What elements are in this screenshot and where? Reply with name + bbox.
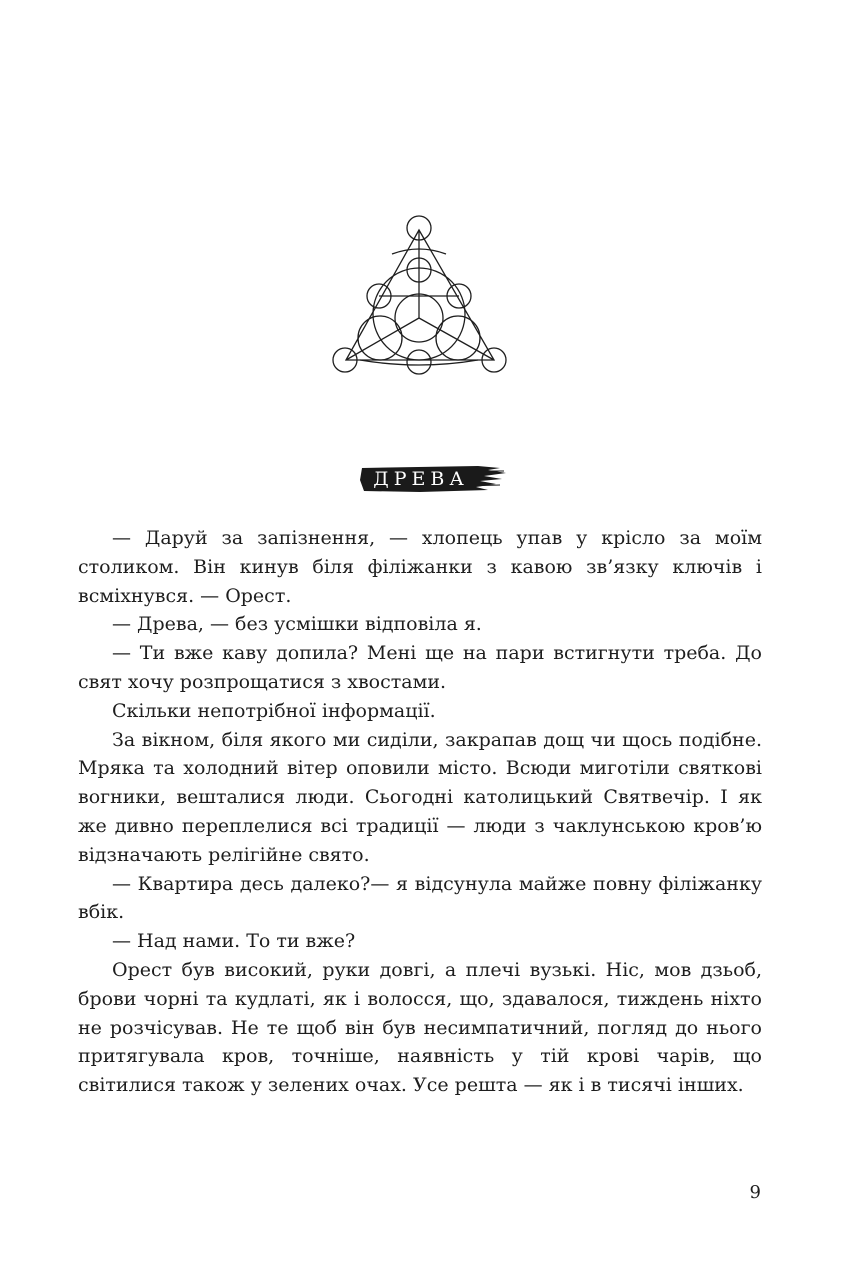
paragraph: — Над нами. То ти вже? (112, 930, 356, 953)
paragraph: Орест був високий, руки довгі, а плечі вузькі. Ніс, мов дзьоб, брови чорні та кудлаті, як і волосся, що, здавалося, тиждень ніхто не розчісував. Не те щоб він був несимпатичний, погляд до нього притягувала кров, точніше, наявність у тій крові чарів, що світилися також у зелених очах. Усе решта — як і в тисячі інших. (78, 958, 762, 1097)
triangle-circles-emblem-icon (330, 214, 510, 376)
body-text (78, 524, 762, 1100)
chapter-title: ДРЕВА (373, 468, 469, 490)
paragraph: — Даруй за запізнення, — хлопець упав у крісло за моїм столиком. Він кинув біля філіжанки з кавою зв’язку ключів і всміхнувся. — Орест. (78, 527, 762, 607)
paragraph: За вікном, біля якого ми сиділи, закрапав дощ чи щось подібне. Мряка та холодний вітер оповили місто. Всюди миготіли святкові вогники, вешталися люди. Сьогодні католицький Святвечір. І як же дивно переплелися всі традиції — люди з чаклунською кров’ю відзначають релігійне свято. (78, 728, 762, 866)
paragraph: Скільки непотрібної інформації. (112, 699, 436, 722)
chapter-heading (360, 462, 506, 496)
paragraph: — Ти вже каву допила? Мені ще на пари встигнути треба. До свят хочу розпрощатися з хвостами. (78, 642, 762, 693)
paragraph: — Квартира десь далеко?— я відсунула майже повну філіжанку вбік. (78, 872, 762, 924)
paragraph: — Древа, — без усмішки відповіла я. (112, 613, 482, 636)
page-number: 9 (749, 1182, 761, 1203)
